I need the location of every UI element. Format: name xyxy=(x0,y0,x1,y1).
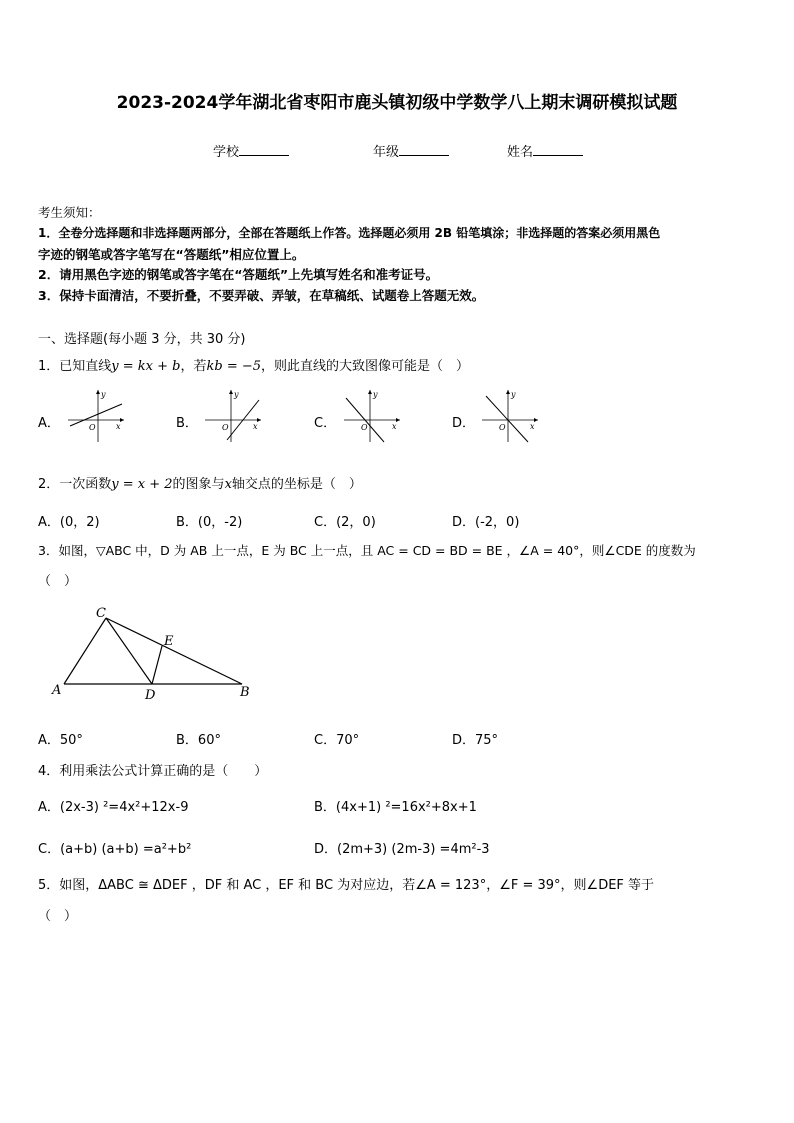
name-blank xyxy=(533,143,583,156)
q3-label-d: D xyxy=(145,688,156,703)
q3-option-c[interactable]: C．70° xyxy=(314,733,360,748)
name-field[interactable] xyxy=(507,141,583,160)
q3-label-a: A xyxy=(52,683,62,698)
graph-a-origin-label: O xyxy=(89,423,96,432)
question-5-paren: （ ） xyxy=(38,909,78,924)
question-1-stem xyxy=(38,355,469,374)
q3-option-a[interactable]: A．50° xyxy=(38,733,83,748)
question-2-stem xyxy=(38,473,362,492)
q2-post: 轴交点的坐标是（ ） xyxy=(231,477,362,492)
notice-item-1b: 字迹的钢笔或答字笔写在“答题纸”相应位置上。 xyxy=(38,247,305,262)
q1-graph-a xyxy=(64,388,128,444)
school-field[interactable] xyxy=(213,141,289,160)
q1-eq2: kb = −5 xyxy=(206,359,262,374)
q1-pre: 1．已知直线 xyxy=(38,359,112,374)
q2-option-c[interactable]: C．(2，0) xyxy=(314,515,376,530)
graph-d-y-label: y xyxy=(511,390,516,399)
q3-label-c: C xyxy=(96,606,106,621)
q3-option-d[interactable]: D．75° xyxy=(452,733,499,748)
name-label: 姓名 xyxy=(507,145,534,160)
grade-field[interactable] xyxy=(373,141,449,160)
grade-blank xyxy=(399,143,449,156)
q2-option-b[interactable]: B．(0，-2) xyxy=(176,515,243,530)
q1-graph-b xyxy=(201,388,265,444)
question-4-stem: 4．利用乘法公式计算正确的是（ ） xyxy=(38,764,268,779)
question-3-paren: （ ） xyxy=(38,574,78,589)
q2-var: x xyxy=(224,477,232,492)
q1-post: ，则此直线的大致图像可能是（ ） xyxy=(261,359,470,374)
q4-option-c[interactable]: C．(a+b) (a+b) =a²+b² xyxy=(38,842,192,857)
graph-b-origin-label: O xyxy=(222,423,229,432)
grade-label: 年级 xyxy=(373,145,400,160)
graph-a-y-label: y xyxy=(101,390,106,399)
notice-item-1a: 1．全卷分选择题和非选择题两部分，全部在答题纸上作答。选择题必须用 2B 铅笔填涂；非选择题的答案必须用黑色 xyxy=(38,226,661,240)
section-heading: 一、选择题(每小题 3 分，共 30 分) xyxy=(38,332,246,347)
q1-option-c-label[interactable]: C． xyxy=(314,416,337,431)
q1-graph-c xyxy=(340,388,404,444)
graph-c-y-label: y xyxy=(373,390,378,399)
notice-item-2: 2．请用黑色字迹的钢笔或答字笔在“答题纸”上先填写姓名和准考证号。 xyxy=(38,267,439,282)
graph-d-x-label: x xyxy=(530,422,535,431)
q1-option-d-label[interactable]: D． xyxy=(452,416,476,431)
graph-c-origin-label: O xyxy=(361,423,368,432)
question-5-stem: 5．如图，ΔABC ≅ ΔDEF ，DF 和 AC ，EF 和 BC 为对应边，若∠A = 123°，∠F = 39°，则∠DEF 等于 xyxy=(38,878,655,893)
q2-eq: y = x + 2 xyxy=(111,477,173,492)
graph-b-x-label: x xyxy=(253,422,258,431)
q2-mid: 的图象与 xyxy=(172,477,225,492)
graph-c-x-label: x xyxy=(392,422,397,431)
notice-item-3: 3．保持卡面清洁，不要折叠，不要弄破、弄皱，在草稿纸、试题卷上答题无效。 xyxy=(38,288,485,303)
q3-label-b: B xyxy=(240,685,250,700)
q4-option-a[interactable]: A．(2x-3) ²=4x²+12x-9 xyxy=(38,800,189,815)
q3-option-b[interactable]: B．60° xyxy=(176,733,221,748)
q2-option-a[interactable]: A．(0，2) xyxy=(38,515,100,530)
notice-heading: 考生须知： xyxy=(38,205,101,220)
q2-pre: 2．一次函数 xyxy=(38,477,112,492)
q4-option-d[interactable]: D．(2m+3) (2m-3) =4m²-3 xyxy=(314,842,490,857)
graph-d-origin-label: O xyxy=(499,423,506,432)
graph-b-y-label: y xyxy=(234,390,239,399)
q1-graph-d xyxy=(478,388,542,444)
q2-option-d[interactable]: D．(-2，0) xyxy=(452,515,520,530)
school-label: 学校 xyxy=(213,145,240,160)
q3-triangle-figure xyxy=(46,604,266,704)
school-blank xyxy=(239,143,289,156)
q1-mid: ，若 xyxy=(180,359,207,374)
q1-eq1: y = kx + b xyxy=(111,359,181,374)
q3-label-e: E xyxy=(164,634,174,649)
page-title: 2023-2024学年湖北省枣阳市鹿头镇初级中学数学八上期末调研模拟试题 xyxy=(116,93,678,113)
question-3-stem: 3．如图，▽ABC 中，D 为 AB 上一点，E 为 BC 上一点，且 AC = CD = BD = BE ，∠A = 40°，则∠CDE 的度数为 xyxy=(38,543,696,558)
graph-a-x-label: x xyxy=(116,422,121,431)
q1-option-a-label[interactable]: A． xyxy=(38,416,60,431)
q1-option-b-label[interactable]: B． xyxy=(176,416,198,431)
q4-option-b[interactable]: B．(4x+1) ²=16x²+8x+1 xyxy=(314,800,477,815)
